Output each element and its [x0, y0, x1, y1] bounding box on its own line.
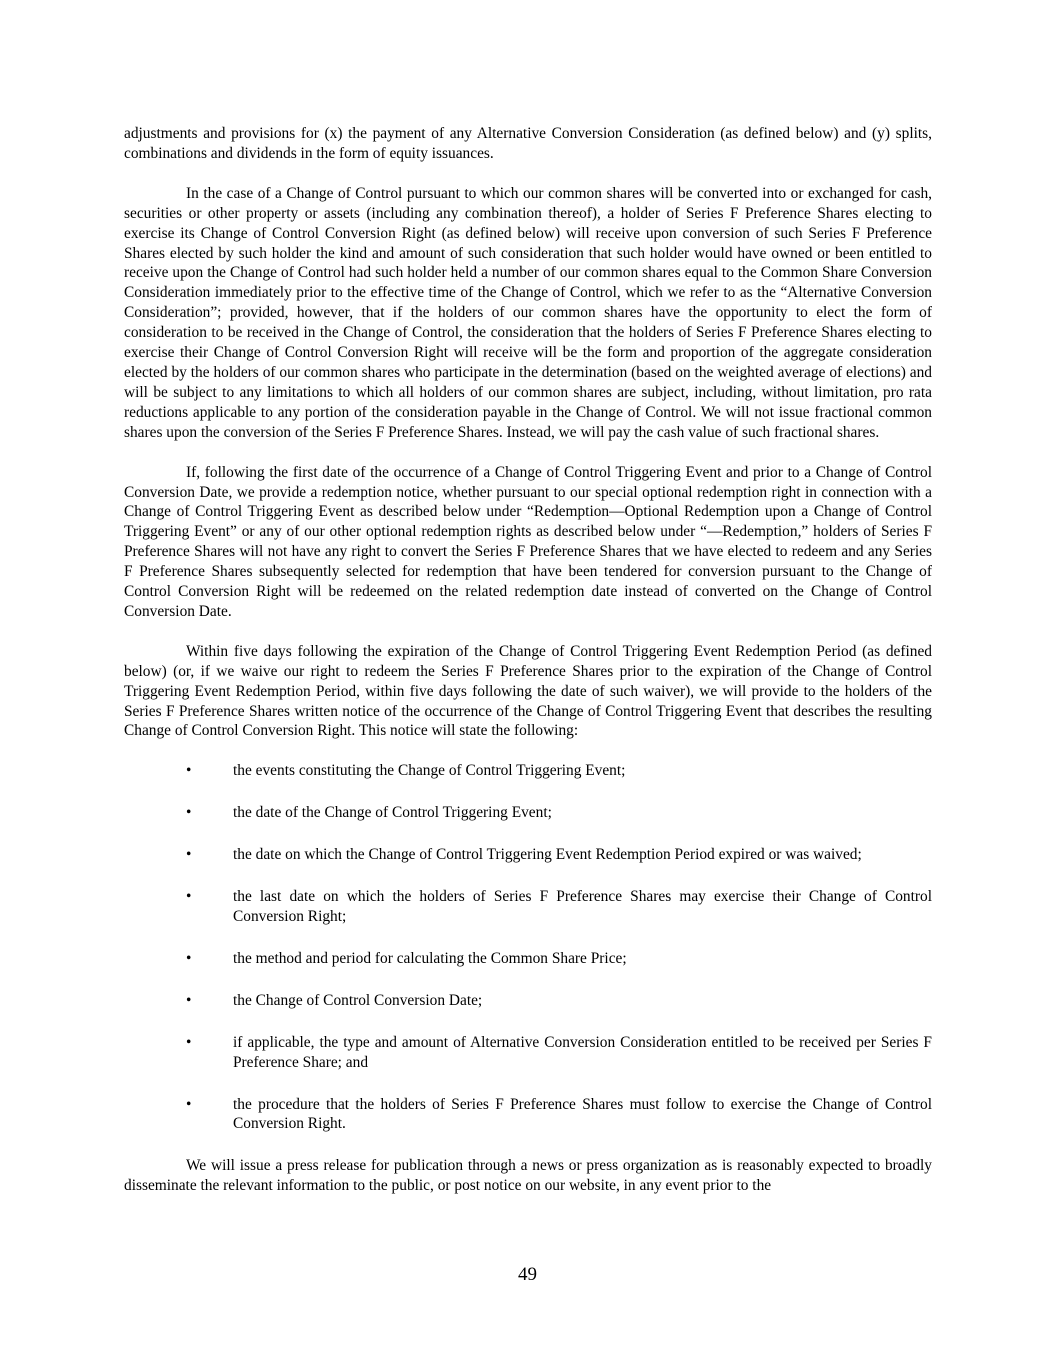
list-item	[124, 887, 932, 927]
paragraph-notice-contents: Within five days following the expiration of the Change of Control Triggering Event Redemption Period (as defined below) (or, if we waive our right to redeem the Series F Preference Shares prior to the expiration of the Change of Control Triggering Event Redemption Period, within five days following the date of such waiver), we will provide to the holders of the Series F Preference Shares written notice of the occurrence of the Change of Control Triggering Event that describes the resulting Change of Control Conversion Right. This notice will state the following:	[124, 642, 932, 740]
bullet-icon: •	[186, 762, 192, 780]
paragraph-press-release: We will issue a press release for publication through a news or press organization as is reasonably expected to broadly disseminate the relevant information to the public, or post notice on our website, in any event prior to the	[124, 1157, 932, 1195]
list-item-text: the events constituting the Change of Control Triggering Event;	[233, 762, 626, 780]
paragraph-alternative-conversion-consideration: In the case of a Change of Control pursuant to which our common shares will be converted into or exchanged for cash, securities or other property or assets (including any combination thereof), a holder of Series F Preference Shares electing to exercise its Change of Control Conversion Right (as defined below) will receive upon conversion of such Series F Preference Shares elected by such holder the kind and amount of such consideration that such holder would have owned or been entitled to receive upon the Change of Control had such holder held a number of our common shares equal to the Common Share Conversion Consideration immediately prior to the effective time of the Change of Control, which we refer to as the “Alternative Conversion Consideration”; provided, however, that if the holders of our common shares have the opportunity to elect the form of consideration to be received in the Change of Control, the consideration that the holders of Series F Preference Shares electing to exercise their Change of Control Conversion Right will receive will be the form and proportion of the aggregate consideration elected by the holders of our common shares who participate in the determination (based on the weighted average of elections) and will be subject to any limitations to which all holders of our common shares are subject, including, without limitation, pro rata reductions applicable to any portion of the consideration payable in the Change of Control. We will not issue fractional common shares upon the conversion of the Series F Preference Shares. Instead, we will pay the cash value of such fractional shares.	[124, 184, 932, 441]
page-number: 49	[518, 1264, 537, 1285]
list-item-text: if applicable, the type and amount of Alternative Conversion Consideration entitled to be received per Series F Preference Share; and	[233, 1033, 932, 1071]
list-item-text: the procedure that the holders of Series F Preference Shares must follow to exercise the Change of Control Conversion Right.	[233, 1095, 932, 1133]
list-item	[124, 803, 932, 823]
list-item-text: the last date on which the holders of Series F Preference Shares may exercise their Change of Control Conversion Right;	[233, 888, 932, 925]
list-item	[124, 991, 932, 1011]
notice-bullet-list	[124, 761, 932, 1134]
list-item-text: the method and period for calculating the Common Share Price;	[233, 949, 627, 967]
bullet-icon: •	[186, 1095, 192, 1113]
bullet-icon: •	[186, 846, 192, 864]
list-item	[124, 949, 932, 969]
list-item	[124, 1033, 932, 1073]
bullet-icon: •	[186, 804, 192, 822]
paragraph-continuation: adjustments and provisions for (x) the payment of any Alternative Conversion Consideration (as defined below) and (y) splits, combinations and dividends in the form of equity issuances.	[124, 125, 932, 162]
bullet-icon: •	[186, 888, 192, 906]
paragraph-redemption-notice: If, following the first date of the occurrence of a Change of Control Triggering Event and prior to a Change of Control Conversion Date, we provide a redemption notice, whether pursuant to our special optional redemption right in connection with a Change of Control Triggering Event as described below under “Redemption—Optional Redemption upon a Change of Control Triggering Event” or any of our other optional redemption rights as described below under “—Redemption,” holders of Series F Preference Shares will not have any right to convert the Series F Preference Shares that we have elected to redeem and any Series F Preference Shares subsequently selected for redemption that have been tendered for conversion pursuant to the Change of Control Conversion Right will be redeemed on the related redemption date instead of converted on the Change of Control Conversion Date.	[124, 463, 932, 620]
list-item-text: the date of the Change of Control Triggering Event;	[233, 804, 552, 822]
bullet-icon: •	[186, 991, 192, 1009]
list-item	[124, 845, 932, 865]
document-page	[124, 124, 932, 1216]
list-item-text: the Change of Control Conversion Date;	[233, 991, 483, 1009]
bullet-icon: •	[186, 1033, 192, 1051]
list-item	[124, 761, 932, 781]
list-item	[124, 1095, 932, 1135]
bullet-icon: •	[186, 949, 192, 967]
list-item-text: the date on which the Change of Control Triggering Event Redemption Period expired or was waived;	[233, 846, 862, 864]
